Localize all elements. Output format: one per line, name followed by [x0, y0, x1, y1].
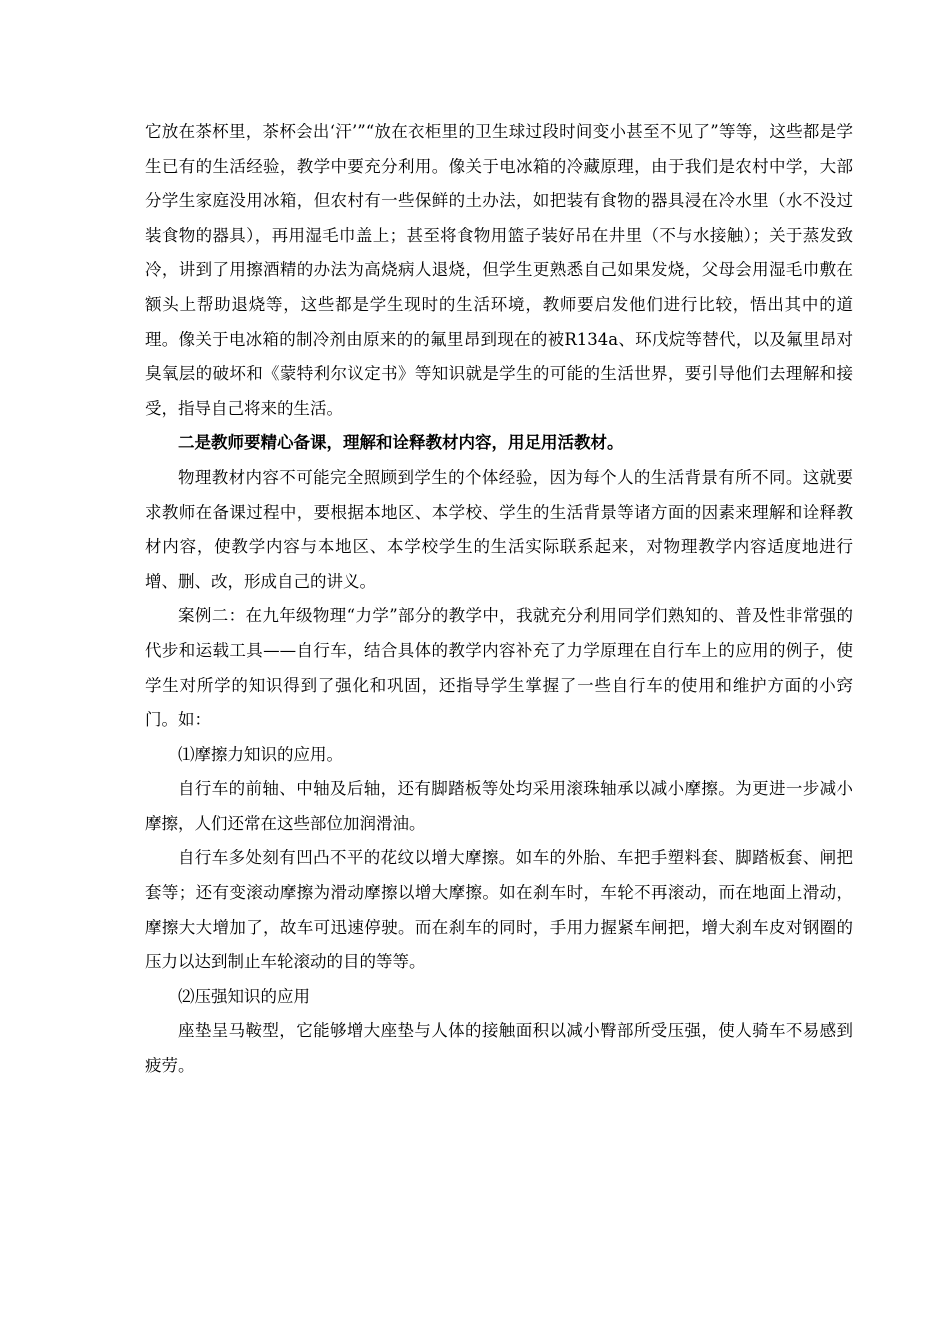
paragraph-friction-increase: 自行车多处刻有凹凸不平的花纹以增大摩擦。如车的外胎、车把手塑料套、脚踏板套、闸把套等；还有变滚动摩擦为滑动摩擦以增大摩擦。如在刹车时，车轮不再滚动，而在地面上滑动，摩擦大大增加了，故车可迅速停驶。而在刹车的同时，手用力握紧车闸把，增大刹车皮对钢圈的压力以达到制止车轮滚动的目的等等。 [145, 848, 853, 972]
paragraph-case-two: 案例二：在九年级物理“力学”部分的教学中，我就充分利用同学们熟知的、普及性非常强的代步和运载工具——自行车，结合具体的教学内容补充了力学原理在自行车上的应用的例子，使学生对所学的知识得到了强化和巩固，还指导学生掌握了一些自行车的使用和维护方面的小窍门。如： [145, 606, 853, 730]
paragraph-continuation: 它放在茶杯里，茶杯会出‘汗’”“放在衣柜里的卫生球过段时间变小甚至不见了”等等，这些都是学生已有的生活经验，教学中要充分利用。像关于电冰箱的冷藏原理，由于我们是农村中学，大部分学生家庭没用冰箱，但农村有一些保鲜的土办法，如把装有食物的器具浸在冷水里（水不没过装食物的器具），再用湿毛巾盖上；甚至将食物用篮子装好吊在井里（不与水接触）；关于蒸发致冷，讲到了用擦酒精的办法为高烧病人退烧，但学生更熟悉自己如果发烧，父母会用湿毛巾敷在额头上帮助退烧等，这些都是学生现时的生活环境，教师要启发他们进行比较，悟出其中的道理。像关于电冰箱的制冷剂由原来的的氟里昂到现在的被R134a、环戊烷等替代，以及氟里昂对臭氧层的破坏和《蒙特利尔议定书》等知识就是学生的可能的生活世界，要引导他们去理解和接受，指导自己将来的生活。 [145, 122, 853, 418]
paragraph-pressure-seat: 座垫呈马鞍型，它能够增大座垫与人体的接触面积以减小臀部所受压强，使人骑车不易感到疲劳。 [145, 1021, 853, 1076]
subheading-friction: ⑴摩擦力知识的应用。 [178, 744, 343, 764]
paragraph-friction-reduce: 自行车的前轴、中轴及后轴，还有脚踏板等处均采用滚珠轴承以减小摩擦。为更进一步减小摩擦，人们还常在这些部位加润滑油。 [145, 779, 853, 833]
section-heading: 二是教师要精心备课，理解和诠释教材内容，用足用活教材。 [178, 433, 624, 453]
document-page [145, 115, 853, 1084]
paragraph-textbook-content: 物理教材内容不可能完全照顾到学生的个体经验，因为每个人的生活背景有所不同。这就要求教师在备课过程中，要根据本地区、本学校、学生的生活背景等诸方面的因素来理解和诠释教材内容，使教学内容与本地区、本学校学生的生活实际联系起来，对物理教学内容适度地进行增、删、改，形成自己的讲义。 [145, 467, 853, 591]
subheading-pressure: ⑵压强知识的应用 [178, 986, 310, 1006]
